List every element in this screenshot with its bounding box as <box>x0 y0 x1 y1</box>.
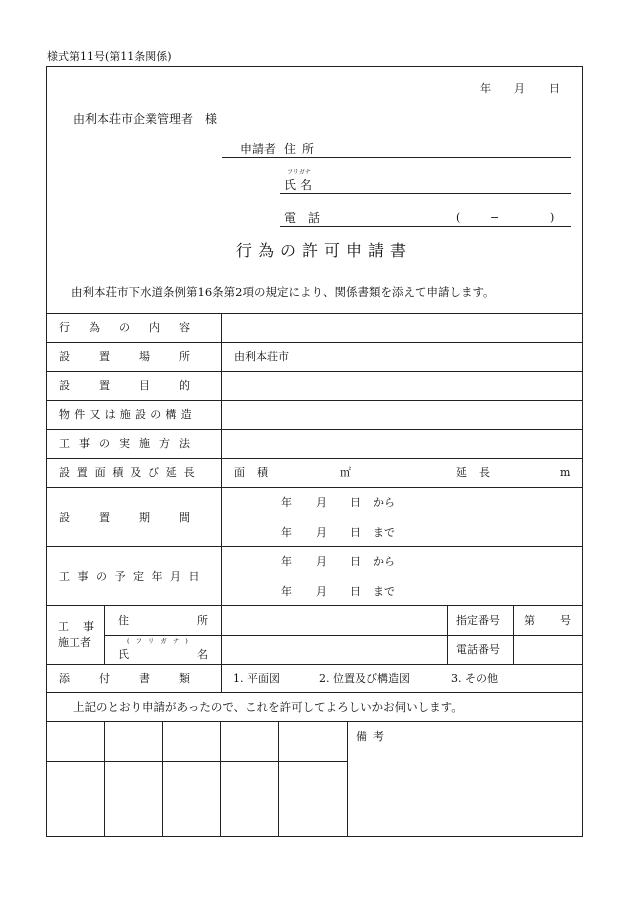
date-day-label: 日 <box>549 82 560 95</box>
period-from-month: 月 <box>316 496 327 509</box>
applicant-phone-label: 電話 <box>284 211 333 225</box>
remarks-column-border <box>347 721 348 837</box>
stamp-column-border <box>220 721 221 837</box>
row-divider <box>46 664 583 665</box>
period-to-day: 日 <box>350 526 361 539</box>
row-divider <box>46 605 583 606</box>
applicant-name-label: 氏名 <box>284 178 317 192</box>
period-from-suffix: から <box>373 496 395 509</box>
period-to-month: 月 <box>316 526 327 539</box>
row-label-method: 工事の実施方法 <box>59 437 199 450</box>
row-divider <box>46 371 583 372</box>
schedule-from-day: 日 <box>350 555 361 568</box>
contractor-name-label: 氏名 <box>118 648 276 661</box>
page-title: 行為の許可申請書 <box>236 241 413 260</box>
addressee: 由利本荘市企業管理者 様 <box>73 112 218 126</box>
attachment-item-3: 3. その他 <box>451 672 498 685</box>
date-month-label: 月 <box>514 82 525 95</box>
row-divider-partial <box>104 635 583 636</box>
stamp-column-border <box>162 721 163 837</box>
schedule-from-month: 月 <box>316 555 327 568</box>
period-from-day: 日 <box>350 496 361 509</box>
applicant-furigana-label: フリガナ <box>287 169 311 176</box>
contractor-furigana-label: (フリガナ) <box>127 637 194 645</box>
contractor-label-border <box>104 605 105 664</box>
area-label: 面積 <box>234 466 280 479</box>
row-divider <box>46 721 583 722</box>
phone-dash: − <box>490 211 500 224</box>
stamp-column-border <box>104 721 105 837</box>
attachment-item-1: 1. 平面図 <box>233 672 280 685</box>
applicant-phone-field[interactable] <box>280 226 571 227</box>
designation-value-border <box>513 605 514 664</box>
applicant-address-label: 住所 <box>284 142 321 156</box>
area-unit: ㎡ <box>340 466 351 479</box>
period-from-year: 年 <box>281 496 292 509</box>
row-label-schedule: 工事の予定年月日 <box>59 570 207 583</box>
row-label-attachments: 添付書類 <box>59 672 219 685</box>
applicant-address-field[interactable] <box>222 157 571 158</box>
row-divider <box>46 342 583 343</box>
date-year-label: 年 <box>480 82 491 95</box>
row-label-location: 設置場所 <box>59 350 219 363</box>
contractor-address-label: 住所 <box>118 614 276 627</box>
row-divider <box>46 458 583 459</box>
schedule-to-day: 日 <box>350 585 361 598</box>
stamp-column-border <box>278 721 279 837</box>
phone-open-paren: ( <box>456 211 461 224</box>
application-statement: 由利本荘市下水道条例第16条第2項の規定により、関係書類を添えて申請します。 <box>71 285 495 299</box>
row-divider <box>46 400 583 401</box>
row-divider <box>46 546 583 547</box>
row-label-area-length: 設置面積及び延長 <box>59 466 202 479</box>
stamp-row-divider <box>46 761 347 762</box>
row-label-act-content: 行為の内容 <box>59 321 209 334</box>
form-number: 様式第11号(第11条関係) <box>47 50 172 63</box>
designation-column-border <box>447 605 448 664</box>
contractor-phone-label: 電話番号 <box>456 643 500 656</box>
label-column-border <box>221 313 222 692</box>
row-label-period: 設置期間 <box>59 511 219 524</box>
approval-statement: 上記のとおり申請があったので、これを許可してよろしいかお伺いします。 <box>73 700 463 714</box>
contractor-label-line1: 工事 <box>58 620 108 633</box>
row-divider <box>46 692 583 693</box>
period-to-suffix: まで <box>373 526 395 539</box>
applicant-name-field[interactable] <box>280 193 571 194</box>
length-label: 延長 <box>456 466 502 479</box>
attachment-item-2: 2. 位置及び構造図 <box>319 672 410 685</box>
schedule-to-suffix: まで <box>373 585 395 598</box>
table-top-border <box>46 313 583 314</box>
length-unit: m <box>560 466 571 479</box>
schedule-from-year: 年 <box>281 555 292 568</box>
row-label-purpose: 設置目的 <box>59 379 219 392</box>
designation-suffix: 号 <box>560 614 571 627</box>
row-divider <box>46 487 583 488</box>
row-divider <box>46 429 583 430</box>
location-value[interactable]: 由利本荘市 <box>234 350 289 363</box>
applicant-label: 申請者 <box>240 142 277 156</box>
schedule-to-year: 年 <box>281 585 292 598</box>
designation-prefix: 第 <box>524 614 535 627</box>
remarks-label: 備考 <box>356 730 390 743</box>
designation-label: 指定番号 <box>456 614 500 627</box>
period-to-year: 年 <box>281 526 292 539</box>
schedule-from-suffix: から <box>373 555 395 568</box>
row-label-structure: 物件又は施設の構造 <box>59 408 196 421</box>
phone-close-paren: ) <box>550 211 555 224</box>
contractor-label-line2: 施工者 <box>58 636 91 649</box>
schedule-to-month: 月 <box>316 585 327 598</box>
